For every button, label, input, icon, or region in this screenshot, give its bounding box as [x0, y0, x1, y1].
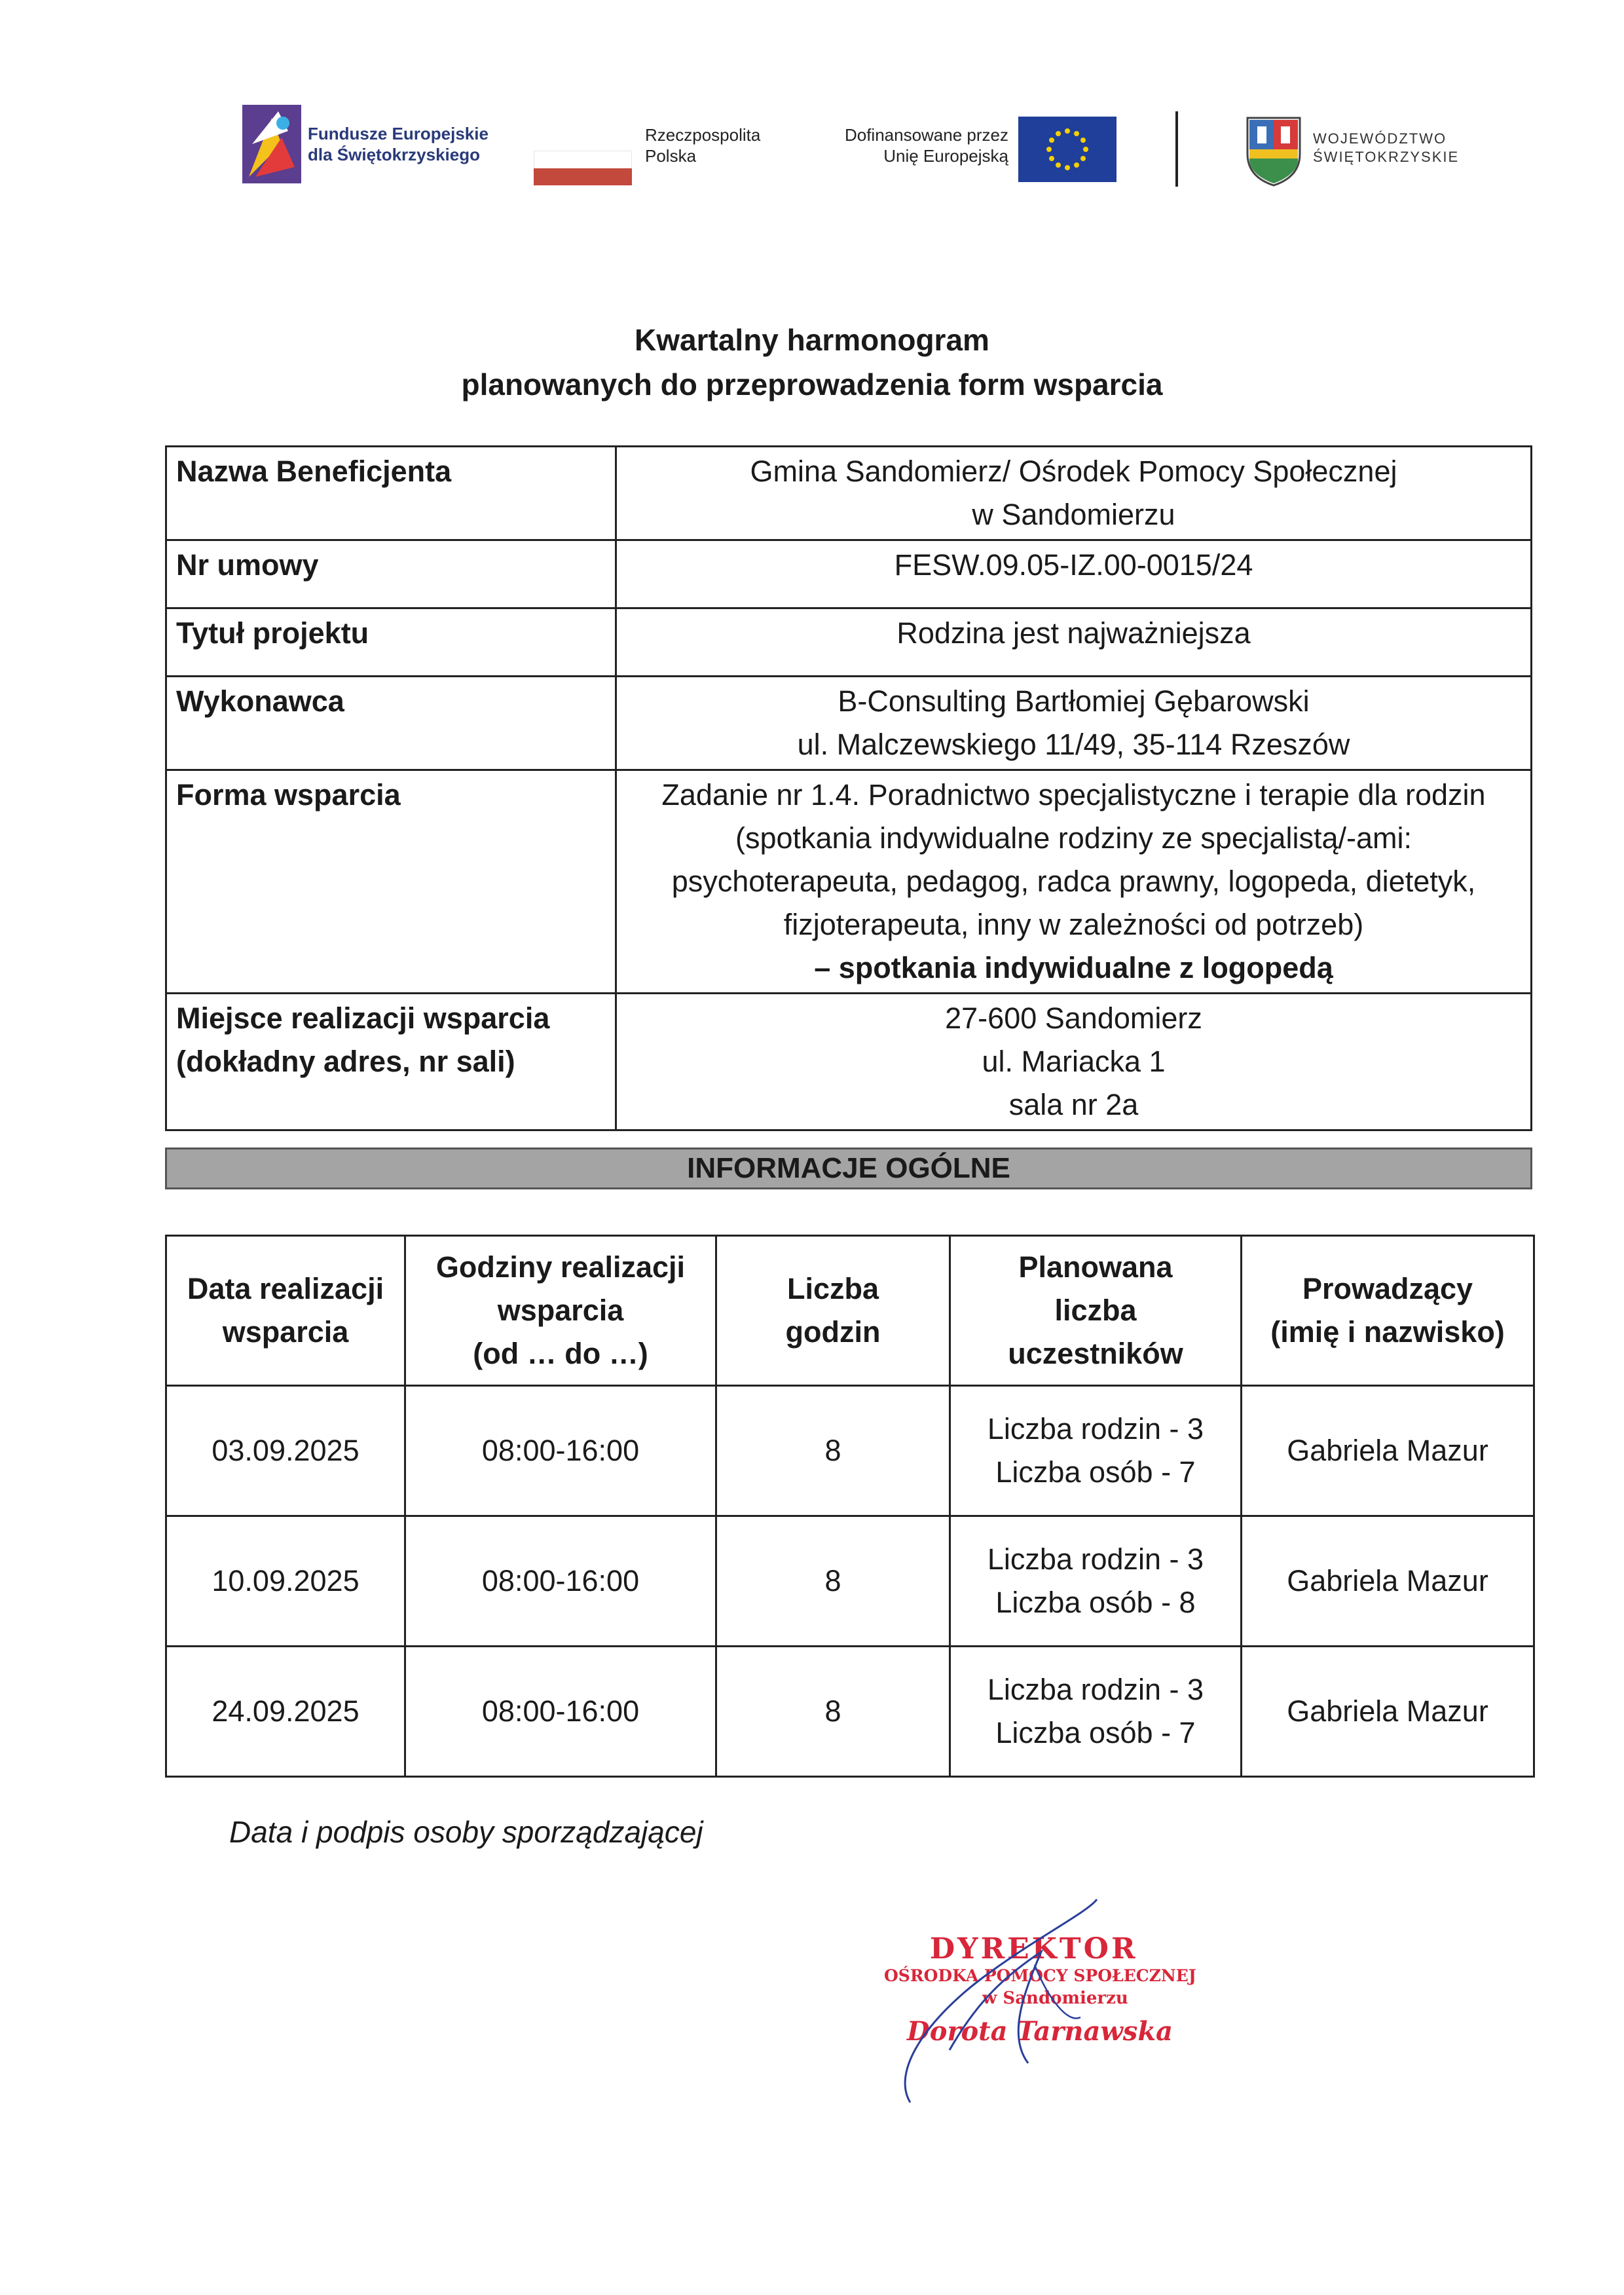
row-form [166, 770, 1532, 994]
form-label: Forma wsparcia [166, 770, 616, 994]
place-label: Miejsce realizacji wsparcia (dokładny adres, nr sali) [166, 994, 616, 1130]
poland-flag-icon [534, 151, 632, 185]
cell-leader: Gabriela Mazur [1242, 1516, 1534, 1647]
director-stamp: DYREKTOR OŚRODKA POMOCY SPOŁECZNEJ w Sandomierzu Dorota Tarnawska [871, 1886, 1198, 2122]
schedule-header-row [166, 1236, 1534, 1386]
header-date: Data realizacji wsparcia [166, 1236, 405, 1386]
fundusze-europejskie-logo-icon [242, 105, 301, 183]
schedule-table [165, 1235, 1535, 1778]
header-leader: Prowadzący (imię i nazwisko) [1242, 1236, 1534, 1386]
cell-participants: Liczba rodzin - 3 Liczba osób - 7 [950, 1647, 1242, 1777]
table-row [166, 1386, 1534, 1516]
dofinansowane-text: Dofinansowane przez Unię Europejską [844, 125, 1008, 166]
row-beneficiary [166, 447, 1532, 540]
header-count: Liczba godzin [716, 1236, 950, 1386]
place-value: 27-600 Sandomierz ul. Mariacka 1 sala nr 2a [616, 994, 1532, 1130]
form-value: Zadanie nr 1.4. Poradnictwo specjalistyczne i terapie dla rodzin (spotkania indywidualne rodziny ze specjalistą/-ami: psychoterapeuta, pedagog, radca prawny, logopeda, dietetyk, fizjoterapeuta, inny w zależności od potrzeb) – spotkania indywidualne z logopedą [616, 770, 1532, 994]
project-value: Rodzina jest najważniejsza [616, 608, 1532, 677]
fundusze-europejskie-text: Fundusze Europejskie dla Świętokrzyskiego [308, 124, 489, 164]
contract-value: FESW.09.05-IZ.00-0015/24 [616, 540, 1532, 608]
cell-leader: Gabriela Mazur [1242, 1647, 1534, 1777]
row-place [166, 994, 1532, 1130]
section-title-bar: INFORMACJE OGÓLNE [165, 1148, 1532, 1189]
row-contractor [166, 677, 1532, 770]
cell-date: 10.09.2025 [166, 1516, 405, 1647]
signature-label: Data i podpis osoby sporządzającej [229, 1815, 703, 1849]
cell-hours: 08:00-16:00 [405, 1516, 716, 1647]
logo-strip [242, 105, 1467, 196]
project-info-table [165, 445, 1532, 1131]
cell-count: 8 [716, 1516, 950, 1647]
project-label: Tytuł projektu [166, 608, 616, 677]
cell-date: 03.09.2025 [166, 1386, 405, 1516]
header-hours: Godziny realizacji wsparcia (od … do …) [405, 1236, 716, 1386]
row-contract [166, 540, 1532, 608]
cell-count: 8 [716, 1647, 950, 1777]
cell-participants: Liczba rodzin - 3 Liczba osób - 8 [950, 1516, 1242, 1647]
table-row [166, 1647, 1534, 1777]
cell-leader: Gabriela Mazur [1242, 1386, 1534, 1516]
cell-hours: 08:00-16:00 [405, 1647, 716, 1777]
wojewodztwo-text: WOJEWÓDZTWO ŚWIĘTOKRZYSKIE [1313, 130, 1460, 165]
title-line-1: Kwartalny harmonogram [635, 323, 989, 357]
cell-hours: 08:00-16:00 [405, 1386, 716, 1516]
beneficiary-value: Gmina Sandomierz/ Ośrodek Pomocy Społecznej w Sandomierzu [616, 447, 1532, 540]
signature-scribble-icon [871, 1886, 1198, 2122]
document-title [0, 318, 1624, 407]
rzeczpospolita-text: Rzeczpospolita Polska [645, 125, 761, 166]
contractor-value: B-Consulting Bartłomiej Gębarowski ul. Malczewskiego 11/49, 35-114 Rzeszów [616, 677, 1532, 770]
table-row [166, 1516, 1534, 1647]
header-participants: Planowana liczba uczestników [950, 1236, 1242, 1386]
logo-separator [1175, 111, 1178, 187]
swietokrzyskie-crest-icon [1244, 115, 1303, 187]
title-line-2: planowanych do przeprowadzenia form wsparcia [461, 367, 1163, 401]
beneficiary-label: Nazwa Beneficjenta [166, 447, 616, 540]
cell-participants: Liczba rodzin - 3 Liczba osób - 7 [950, 1386, 1242, 1516]
row-project [166, 608, 1532, 677]
eu-flag-icon [1018, 117, 1116, 182]
contract-label: Nr umowy [166, 540, 616, 608]
cell-count: 8 [716, 1386, 950, 1516]
contractor-label: Wykonawca [166, 677, 616, 770]
cell-date: 24.09.2025 [166, 1647, 405, 1777]
